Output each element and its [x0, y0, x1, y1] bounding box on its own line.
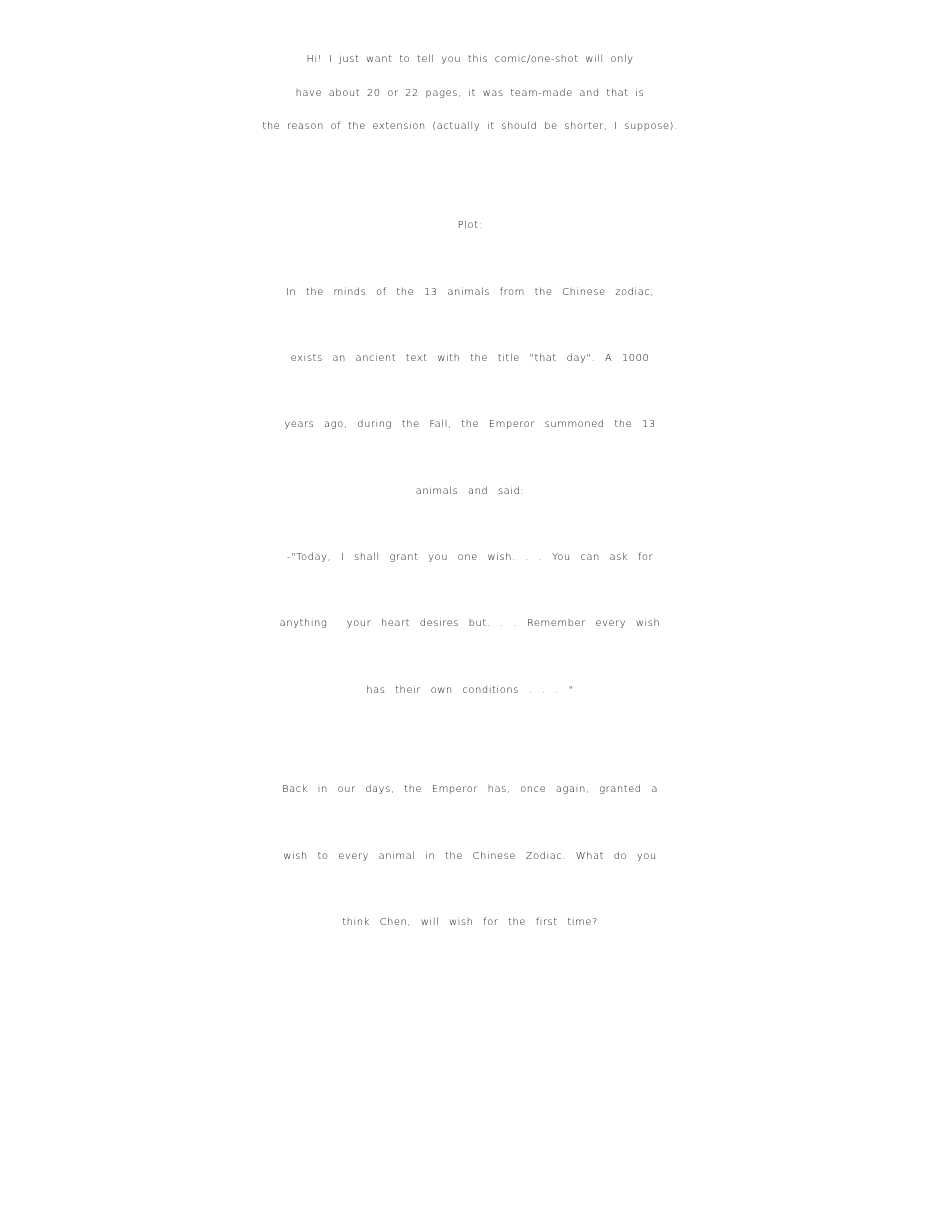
- intro-line-1: Hi! I just want to tell you this comic/one-shot will only: [306, 54, 634, 65]
- intro-line-2: have about 20 or 22 pages, it was team-made and that is: [295, 88, 645, 99]
- quote-line-1: -"Today, I shall grant you one wish. . . You can ask for: [286, 552, 654, 563]
- plot-paragraph1-line-4: animals and said:: [415, 486, 525, 497]
- plot-paragraph2-line-1: Back in our days, the Emperor has, once again, granted a: [282, 784, 658, 795]
- quote-line-3: has their own conditions . . . ": [366, 685, 574, 696]
- plot-paragraph1-line-3: years ago, during the Fall, the Emperor summoned the 13: [284, 419, 656, 430]
- intro-line-3: the reason of the extension (actually it should be shorter, I suppose).: [262, 121, 678, 132]
- plot-paragraph2-line-2: wish to every animal in the Chinese Zodiac. What do you: [283, 851, 657, 862]
- quote-line-2: anything your heart desires but. . . Remember every wish: [279, 618, 661, 629]
- plot-heading: Plot:: [457, 220, 483, 231]
- plot-paragraph1-line-2: exists an ancient text with the title "that day". A 1000: [290, 353, 650, 364]
- plot-paragraph2-line-3: think Chen, will wish for the first time?: [342, 917, 598, 928]
- plot-paragraph1-line-1: In the minds of the 13 animals from the Chinese zodiac,: [285, 287, 655, 298]
